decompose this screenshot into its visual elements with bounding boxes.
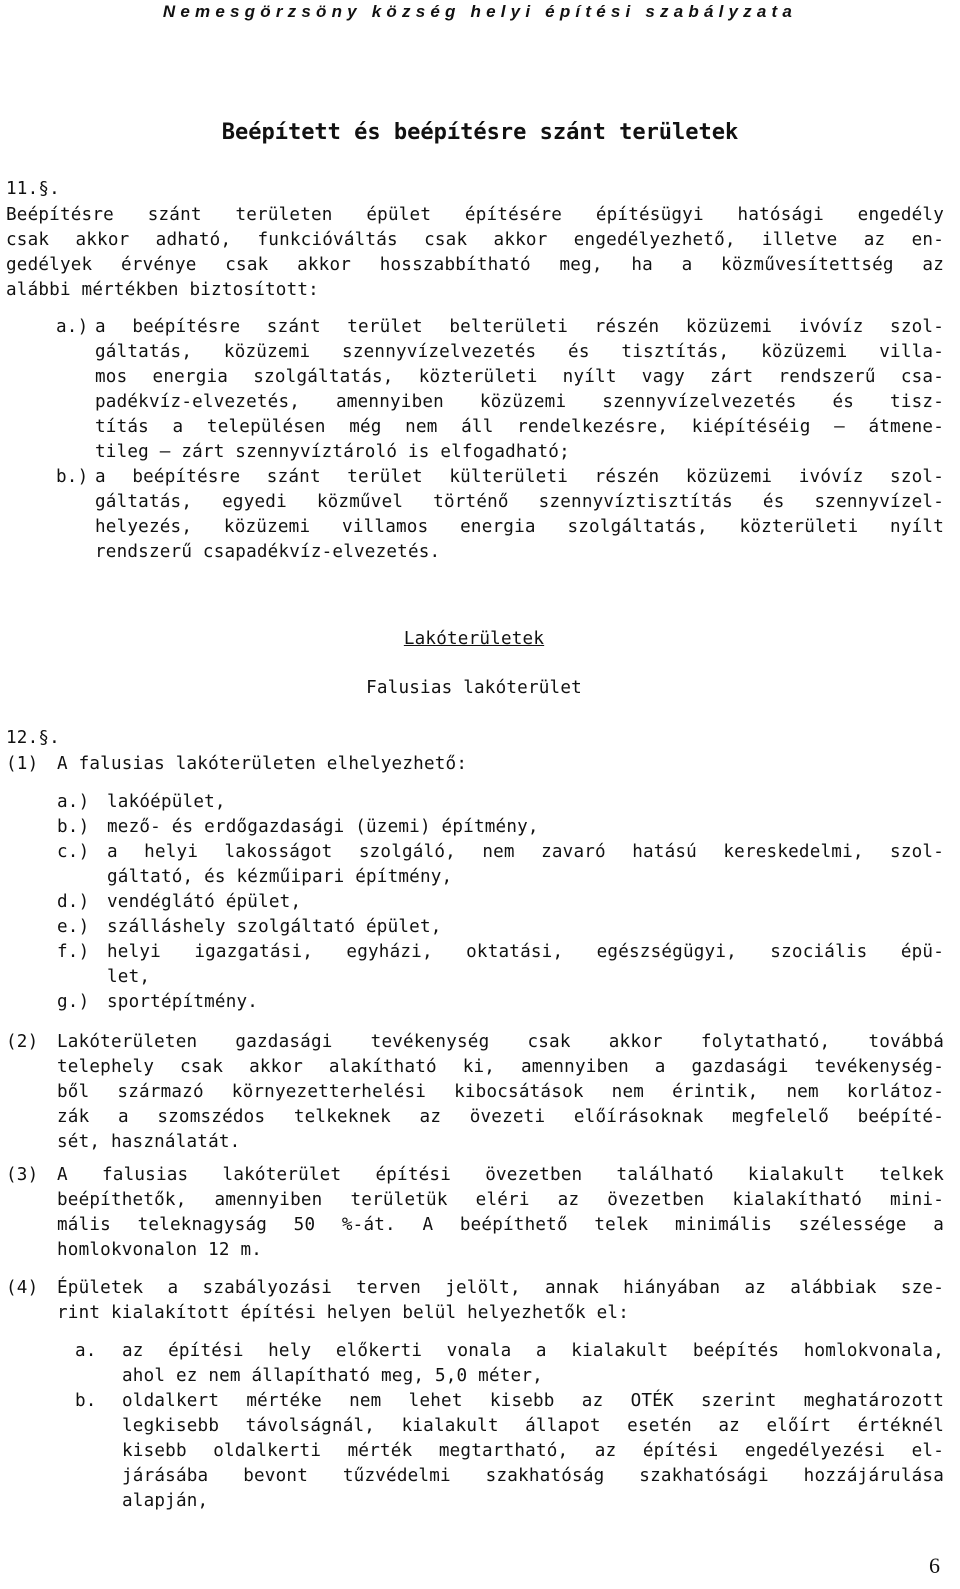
s11-intro-line: alábbi mértékben biztosított:: [6, 280, 319, 300]
s12-p2-marker: (2): [6, 1032, 39, 1052]
s12-list-marker: a.): [57, 792, 90, 812]
s12-p2-line: telephely csak akkor alakítható ki, amennyiben a gazdasági tevékenység-: [57, 1057, 944, 1077]
s12-p1-text: A falusias lakóterületen elhelyezhető:: [57, 754, 468, 774]
section-11-number: 11.§.: [6, 179, 60, 199]
page-header: Nemesgörzsöny község helyi építési szabályzata: [162, 2, 798, 21]
s12-p4-line: Épületek a szabályozási terven jelölt, annak hiányában az alábbiak sze-: [57, 1278, 944, 1298]
s11-b-line: a beépítésre szánt terület külterületi részén közüzemi ivóvíz szol-: [95, 467, 944, 487]
s12-p2-line: sét, használatát.: [57, 1132, 241, 1152]
s11-a-line: a beépítésre szánt terület belterületi részén közüzemi ivóvíz szol-: [95, 317, 944, 337]
s11-a-marker: a.): [56, 317, 89, 337]
s11-intro-line: gedélyek érvénye csak akkor hosszabbítható meg, ha a közművesítettség az: [6, 255, 944, 275]
s12-p3-line: homlokvonalon 12 m.: [57, 1240, 263, 1260]
s12-list-item: sportépítmény.: [107, 992, 259, 1012]
s11-intro-line: csak akkor adható, funkcióváltás csak akkor engedélyezhető, illetve az en-: [6, 230, 944, 250]
s12-p3-line: beépíthetők, amennyiben területük eléri az övezetben kialakítható mini-: [57, 1190, 944, 1210]
s12-list-item: mező- és erdőgazdasági (üzemi) építmény,: [107, 817, 539, 837]
s11-a-line: títás a településen még nem áll rendelkezésre, kiépítéséig – átmene-: [95, 417, 944, 437]
s12-list-item: vendéglátó épület,: [107, 892, 302, 912]
s12-list-marker: f.): [57, 942, 90, 962]
s12-list-item: gáltató, és kézműipari építmény,: [107, 867, 453, 887]
s12-p3-marker: (3): [6, 1165, 39, 1185]
section-12-number: 12.§.: [6, 728, 60, 748]
s12-p4-list-item: kisebb oldalkerti mérték megtartható, az építési engedélyezési el-: [122, 1441, 944, 1461]
s11-b-marker: b.): [56, 467, 89, 487]
s12-p2-line: Lakóterületen gazdasági tevékenység csak akkor folytatható, továbbá: [57, 1032, 944, 1052]
s12-p1-marker: (1): [6, 754, 39, 774]
s12-list-item: let,: [107, 967, 151, 987]
s12-list-marker: b.): [57, 817, 90, 837]
s11-a-line: padékvíz-elvezetés, amennyiben közüzemi szennyvízelvezetés és tisz-: [95, 392, 944, 412]
s12-list-item: a helyi lakosságot szolgáló, nem zavaró hatású kereskedelmi, szol-: [107, 842, 944, 862]
heading-lakoteruletek: Lakóterületek: [403, 629, 545, 649]
section-title: Beépített és beépítésre szánt területek: [221, 120, 739, 145]
s12-p3-line: A falusias lakóterület építési övezetben található kialakult telkek: [57, 1165, 944, 1185]
s12-list-item: szálláshely szolgáltató épület,: [107, 917, 442, 937]
s11-b-line: rendszerű csapadékvíz-elvezetés.: [95, 542, 441, 562]
heading-falusias-lakoterulet: Falusias lakóterület: [366, 678, 582, 698]
s11-intro-line: Beépítésre szánt területen épület építésére építésügyi hatósági engedély: [6, 205, 944, 225]
s11-a-line: gáltatás, közüzemi szennyvízelvezetés és tisztítás, közüzemi villa-: [95, 342, 944, 362]
s12-list-marker: d.): [57, 892, 90, 912]
page-number: 6: [929, 1553, 940, 1578]
s12-list-marker: g.): [57, 992, 90, 1012]
s12-p4-list-item: az építési hely előkerti vonala a kialakult beépítés homlokvonala,: [122, 1341, 944, 1361]
s12-p2-line: zák a szomszédos telkeknek az övezeti előírásoknak megfelelő beépíté-: [57, 1107, 944, 1127]
s12-list-marker: c.): [57, 842, 90, 862]
s12-p4-list-marker: a.: [75, 1341, 97, 1361]
s12-list-marker: e.): [57, 917, 90, 937]
s12-list-item: lakóépület,: [107, 792, 226, 812]
s12-list-item: helyi igazgatási, egyházi, oktatási, egészségügyi, szociális épü-: [107, 942, 944, 962]
s12-p4-list-item: legkisebb távolságnál, kialakult állapot esetén az előírt értéknél: [122, 1416, 944, 1436]
s12-p4-list-item: járásába bevont tűzvédelmi szakhatóság szakhatósági hozzájárulása: [122, 1466, 944, 1486]
s11-b-line: helyezés, közüzemi villamos energia szolgáltatás, közterületi nyílt: [95, 517, 944, 537]
s12-p4-list-item: alapján,: [122, 1491, 209, 1511]
s12-p3-line: mális teleknagyság 50 %-át. A beépíthető telek minimális szélessége a: [57, 1215, 944, 1235]
s12-p4-list-item: oldalkert mértéke nem lehet kisebb az OTÉK szerint meghatározott: [122, 1391, 944, 1411]
s11-b-line: gáltatás, egyedi közművel történő szennyvíztisztítás és szennyvízel-: [95, 492, 944, 512]
s12-p4-line: rint kialakított építési helyen belül helyezhetők el:: [57, 1303, 629, 1323]
s12-p2-line: ből származó környezetterhelési kibocsátások nem érintik, nem korlátoz-: [57, 1082, 944, 1102]
s12-p4-marker: (4): [6, 1278, 39, 1298]
s11-a-line: tileg – zárt szennyvíztároló is elfogadható;: [95, 442, 570, 462]
s12-p4-list-item: ahol ez nem állapítható meg, 5,0 méter,: [122, 1366, 543, 1386]
s12-p4-list-marker: b.: [75, 1391, 97, 1411]
s11-a-line: mos energia szolgáltatás, közterületi nyílt vagy zárt rendszerű csa-: [95, 367, 944, 387]
